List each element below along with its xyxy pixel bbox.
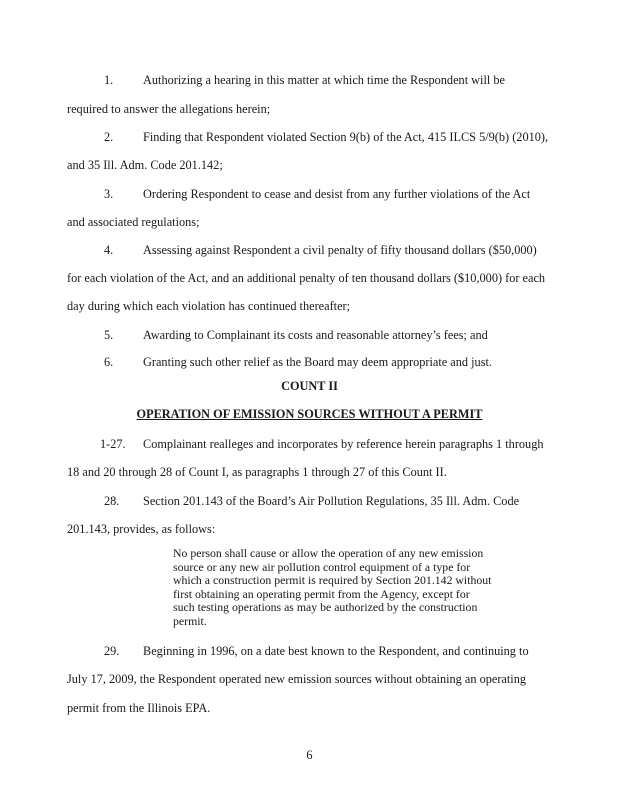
item-text-line: required to answer the allegations herein; <box>67 102 271 116</box>
block-quote <box>173 547 503 629</box>
item-text-line: Assessing against Respondent a civil penalty of fifty thousand dollars ($50,000) <box>143 243 537 257</box>
count-title: COUNT II <box>281 379 338 393</box>
paragraph-number: 1-27. <box>100 437 126 451</box>
item-text-line: for each violation of the Act, and an additional penalty of ten thousand dollars ($10,000) for each <box>67 271 546 285</box>
paragraph-number: 28. <box>104 494 120 508</box>
paragraph-number: 29. <box>104 644 120 658</box>
quote-line: which a construction permit is required by Section 201.142 without <box>173 573 492 588</box>
item-number: 2. <box>104 130 114 144</box>
quote-line: first obtaining an operating permit from the Agency, except for <box>173 586 470 601</box>
item-number: 6. <box>104 355 114 369</box>
item-number: 5. <box>104 328 114 342</box>
item-text-line: Granting such other relief as the Board may deem appropriate and just. <box>143 355 492 369</box>
item-number: 1. <box>104 73 114 87</box>
paragraph-text-line: Beginning in 1996, on a date best known to the Respondent, and continuing to <box>143 644 529 658</box>
item-text-line: Ordering Respondent to cease and desist from any further violations of the Act <box>143 187 531 201</box>
paragraph-text-line: Complainant realleges and incorporates by reference herein paragraphs 1 through <box>143 437 544 451</box>
paragraph-text-line: 201.143, provides, as follows: <box>67 522 216 536</box>
paragraph-text-line: permit from the Illinois EPA. <box>67 701 211 715</box>
item-number: 3. <box>104 187 114 201</box>
item-text-line: and associated regulations; <box>67 215 200 229</box>
paragraph-text-line: Section 201.143 of the Board’s Air Pollution Regulations, 35 Ill. Adm. Code <box>143 494 520 508</box>
count-subtitle-text: OPERATION OF EMISSION SOURCES WITHOUT A PERMIT <box>136 407 483 421</box>
paragraph-text-line: July 17, 2009, the Respondent operated new emission sources without obtaining an operating <box>67 672 527 686</box>
quote-line: permit. <box>173 613 207 628</box>
item-text-line: and 35 Ill. Adm. Code 201.142; <box>67 158 223 172</box>
quote-line: No person shall cause or allow the operation of any new emission <box>173 546 484 560</box>
item-text-line: Finding that Respondent violated Section 9(b) of the Act, 415 ILCS 5/9(b) (2010), <box>143 130 549 144</box>
quote-line: such testing operations as may be authorized by the construction <box>173 600 478 615</box>
item-number: 4. <box>104 243 114 257</box>
page-number: 6 <box>306 748 313 762</box>
item-text-line: day during which each violation has continued thereafter; <box>67 299 351 313</box>
paragraph-text-line: 18 and 20 through 28 of Count I, as paragraphs 1 through 27 of this Count II. <box>67 465 447 479</box>
item-text-line: Authorizing a hearing in this matter at which time the Respondent will be <box>143 73 505 87</box>
quote-line: source or any new air pollution control equipment of a type for <box>173 559 471 574</box>
count-subtitle <box>0 407 619 422</box>
item-text-line: Awarding to Complainant its costs and reasonable attorney’s fees; and <box>143 328 488 342</box>
